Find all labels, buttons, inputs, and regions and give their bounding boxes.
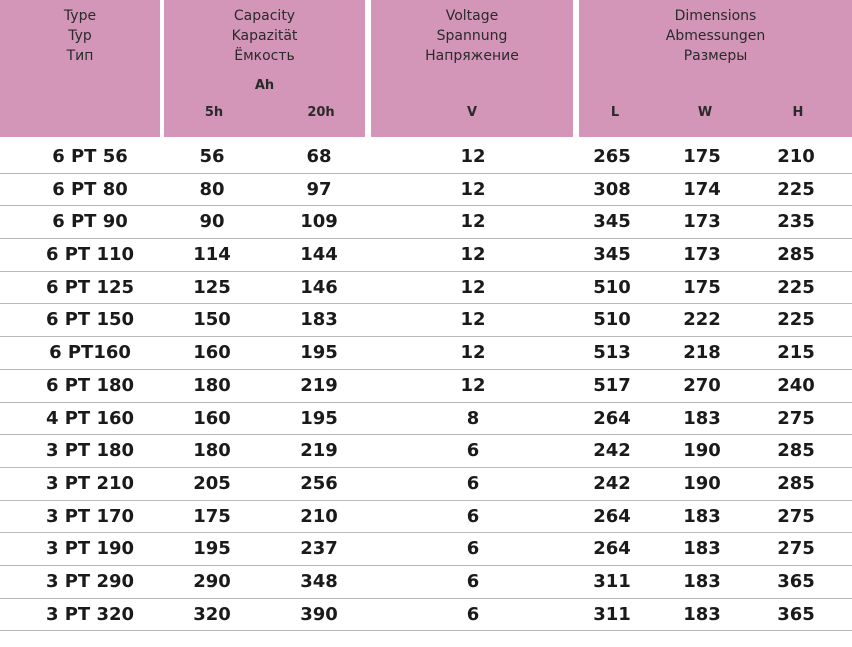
table-row bbox=[0, 141, 852, 174]
capacity-5h-cell: 125 bbox=[193, 276, 231, 298]
type-cell: 3 PT 320 bbox=[45, 603, 135, 625]
header-voltage-en: Voltage bbox=[445, 8, 499, 24]
width-cell: 175 bbox=[683, 276, 721, 298]
capacity-20h-cell: 348 bbox=[300, 570, 338, 592]
width-cell: 173 bbox=[683, 211, 721, 233]
header-capacity-ru: Ёмкость bbox=[234, 48, 295, 64]
capacity-5h-cell: 90 bbox=[199, 211, 225, 233]
length-cell: 345 bbox=[593, 211, 631, 233]
length-cell: 242 bbox=[593, 440, 631, 462]
width-cell: 218 bbox=[683, 342, 721, 364]
capacity-5h-cell: 150 bbox=[193, 309, 231, 331]
height-cell: 235 bbox=[777, 211, 815, 233]
width-cell: 222 bbox=[683, 309, 721, 331]
table-row bbox=[0, 370, 852, 403]
length-cell: 311 bbox=[593, 570, 631, 592]
capacity-5h-cell: 114 bbox=[193, 244, 231, 266]
voltage-cell: 12 bbox=[460, 342, 486, 364]
capacity-5h-cell: 195 bbox=[193, 538, 231, 560]
table-row bbox=[0, 566, 852, 599]
length-cell: 345 bbox=[593, 244, 631, 266]
voltage-cell: 6 bbox=[466, 440, 480, 462]
voltage-cell: 12 bbox=[460, 244, 486, 266]
capacity-20h-cell: 210 bbox=[300, 505, 338, 527]
table-row bbox=[0, 403, 852, 436]
table-row bbox=[0, 206, 852, 239]
table-row bbox=[0, 501, 852, 534]
header-dimensions-de: Abmessungen bbox=[665, 28, 766, 44]
length-cell: 264 bbox=[593, 505, 631, 527]
capacity-5h-cell: 160 bbox=[193, 407, 231, 429]
length-cell: 308 bbox=[593, 178, 631, 200]
header-capacity-unit: Ah bbox=[254, 78, 275, 93]
capacity-20h-cell: 219 bbox=[300, 440, 338, 462]
capacity-20h-cell: 68 bbox=[306, 146, 332, 167]
capacity-5h-cell: 180 bbox=[193, 374, 231, 396]
length-cell: 264 bbox=[593, 538, 631, 560]
header-type-en: Type bbox=[63, 8, 97, 24]
length-cell: 264 bbox=[593, 407, 631, 429]
header-dimensions bbox=[579, 0, 852, 137]
capacity-5h-cell: 320 bbox=[193, 603, 231, 625]
type-cell: 6 PT 80 bbox=[52, 178, 128, 200]
width-cell: 174 bbox=[683, 178, 721, 200]
capacity-20h-cell: 195 bbox=[300, 342, 338, 364]
header-capacity-20h: 20h bbox=[307, 105, 335, 120]
capacity-5h-cell: 290 bbox=[193, 570, 231, 592]
type-cell: 3 PT 170 bbox=[45, 505, 135, 527]
type-cell: 3 PT 190 bbox=[45, 538, 135, 560]
voltage-cell: 6 bbox=[466, 538, 480, 560]
width-cell: 183 bbox=[683, 538, 721, 560]
header-dimensions-w: W bbox=[697, 105, 713, 120]
type-cell: 6 PT 125 bbox=[45, 276, 135, 298]
height-cell: 365 bbox=[777, 570, 815, 592]
table-row bbox=[0, 304, 852, 337]
height-cell: 285 bbox=[777, 244, 815, 266]
width-cell: 173 bbox=[683, 244, 721, 266]
length-cell: 517 bbox=[593, 374, 631, 396]
header-type-ru: Тип bbox=[66, 48, 94, 64]
header-dimensions-l: L bbox=[610, 105, 620, 120]
capacity-5h-cell: 160 bbox=[193, 342, 231, 364]
height-cell: 225 bbox=[777, 276, 815, 298]
height-cell: 285 bbox=[777, 472, 815, 494]
height-cell: 365 bbox=[777, 603, 815, 625]
capacity-20h-cell: 237 bbox=[300, 538, 338, 560]
type-cell: 3 PT 210 bbox=[45, 472, 135, 494]
capacity-5h-cell: 175 bbox=[193, 505, 231, 527]
header-dimensions-ru: Размеры bbox=[683, 48, 748, 64]
header-capacity-de: Kapazität bbox=[231, 28, 298, 44]
length-cell: 510 bbox=[593, 276, 631, 298]
header-type bbox=[0, 0, 160, 137]
capacity-20h-cell: 144 bbox=[300, 244, 338, 266]
type-cell: 3 PT 180 bbox=[45, 440, 135, 462]
height-cell: 275 bbox=[777, 538, 815, 560]
height-cell: 215 bbox=[777, 342, 815, 364]
header-dimensions-h: H bbox=[792, 105, 804, 120]
table-row bbox=[0, 435, 852, 468]
type-cell: 6 PT160 bbox=[49, 342, 131, 364]
header-capacity-5h: 5h bbox=[204, 105, 224, 120]
voltage-cell: 12 bbox=[460, 146, 486, 167]
capacity-20h-cell: 146 bbox=[300, 276, 338, 298]
height-cell: 210 bbox=[777, 146, 815, 167]
table-row bbox=[0, 533, 852, 566]
height-cell: 240 bbox=[777, 374, 815, 396]
width-cell: 183 bbox=[683, 407, 721, 429]
width-cell: 175 bbox=[683, 146, 721, 167]
height-cell: 225 bbox=[777, 178, 815, 200]
voltage-cell: 6 bbox=[466, 472, 480, 494]
capacity-20h-cell: 97 bbox=[306, 178, 332, 200]
width-cell: 183 bbox=[683, 505, 721, 527]
table-row bbox=[0, 174, 852, 207]
voltage-cell: 12 bbox=[460, 309, 486, 331]
header-voltage-ru: Напряжение bbox=[425, 48, 519, 64]
voltage-cell: 6 bbox=[466, 505, 480, 527]
width-cell: 270 bbox=[683, 374, 721, 396]
voltage-cell: 8 bbox=[466, 407, 480, 429]
height-cell: 275 bbox=[777, 407, 815, 429]
capacity-20h-cell: 109 bbox=[300, 211, 338, 233]
voltage-cell: 6 bbox=[466, 603, 480, 625]
header-capacity bbox=[164, 0, 365, 137]
capacity-5h-cell: 205 bbox=[193, 472, 231, 494]
length-cell: 513 bbox=[593, 342, 631, 364]
capacity-20h-cell: 390 bbox=[300, 603, 338, 625]
height-cell: 225 bbox=[777, 309, 815, 331]
type-cell: 6 PT 56 bbox=[52, 146, 128, 167]
length-cell: 242 bbox=[593, 472, 631, 494]
length-cell: 510 bbox=[593, 309, 631, 331]
table-row bbox=[0, 239, 852, 272]
capacity-20h-cell: 219 bbox=[300, 374, 338, 396]
length-cell: 311 bbox=[593, 603, 631, 625]
table-row bbox=[0, 599, 852, 632]
table-row bbox=[0, 337, 852, 370]
table-body bbox=[0, 141, 852, 631]
type-cell: 4 PT 160 bbox=[45, 407, 135, 429]
table-row bbox=[0, 468, 852, 501]
header-voltage bbox=[371, 0, 573, 137]
capacity-5h-cell: 80 bbox=[199, 178, 225, 200]
capacity-5h-cell: 180 bbox=[193, 440, 231, 462]
header-capacity-en: Capacity bbox=[233, 8, 296, 24]
width-cell: 183 bbox=[683, 603, 721, 625]
type-cell: 6 PT 110 bbox=[45, 244, 135, 266]
capacity-5h-cell: 56 bbox=[199, 146, 225, 167]
type-cell: 3 PT 290 bbox=[45, 570, 135, 592]
height-cell: 285 bbox=[777, 440, 815, 462]
capacity-20h-cell: 195 bbox=[300, 407, 338, 429]
voltage-cell: 12 bbox=[460, 211, 486, 233]
voltage-cell: 12 bbox=[460, 276, 486, 298]
voltage-cell: 12 bbox=[460, 374, 486, 396]
header-voltage-de: Spannung bbox=[436, 28, 508, 44]
header-type-de: Typ bbox=[68, 28, 92, 44]
type-cell: 6 PT 180 bbox=[45, 374, 135, 396]
header-voltage-unit: V bbox=[466, 105, 478, 120]
table-row bbox=[0, 272, 852, 305]
type-cell: 6 PT 90 bbox=[52, 211, 128, 233]
height-cell: 275 bbox=[777, 505, 815, 527]
capacity-20h-cell: 183 bbox=[300, 309, 338, 331]
type-cell: 6 PT 150 bbox=[45, 309, 135, 331]
voltage-cell: 6 bbox=[466, 570, 480, 592]
width-cell: 190 bbox=[683, 472, 721, 494]
header-dimensions-en: Dimensions bbox=[674, 8, 757, 24]
width-cell: 190 bbox=[683, 440, 721, 462]
width-cell: 183 bbox=[683, 570, 721, 592]
length-cell: 265 bbox=[593, 146, 631, 167]
capacity-20h-cell: 256 bbox=[300, 472, 338, 494]
voltage-cell: 12 bbox=[460, 178, 486, 200]
